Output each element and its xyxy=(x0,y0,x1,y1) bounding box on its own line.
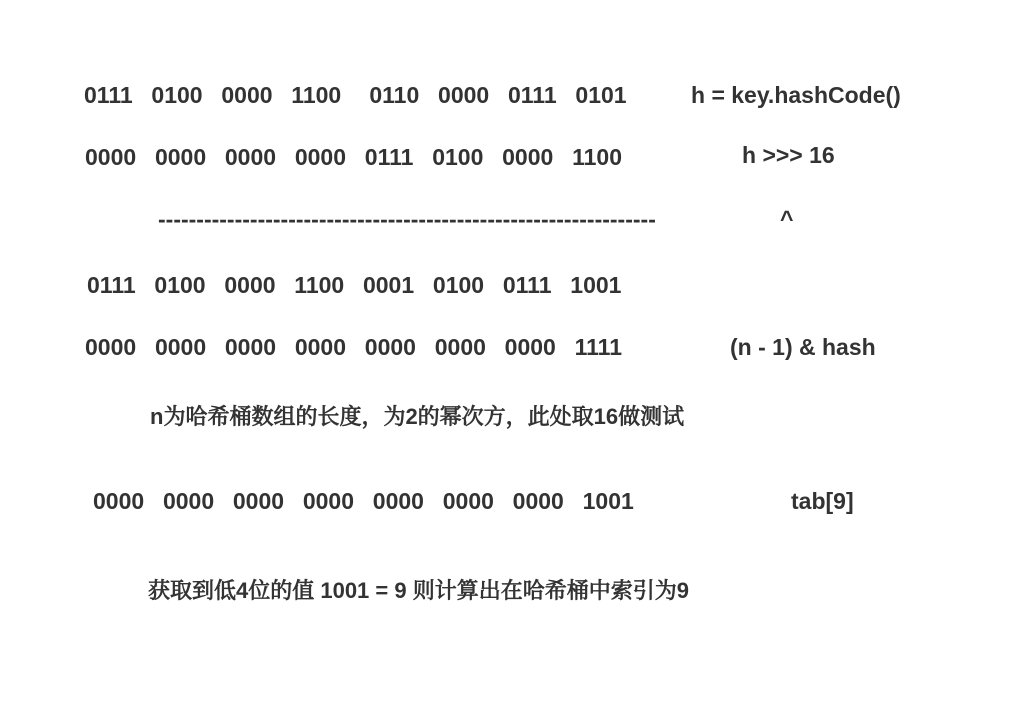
table-index-label: tab[9] xyxy=(791,488,854,514)
hashcode-bits: 0111 0100 0000 1100 0110 0000 0111 0101 xyxy=(84,82,627,108)
xor-operator: ^ xyxy=(780,206,794,232)
hashcode-label: h = key.hashCode() xyxy=(691,82,901,108)
conclusion-text: 获取到低4位的值 1001 = 9 则计算出在哈希桶中索引为9 xyxy=(148,578,689,603)
hash-result-bits: 0111 0100 0000 1100 0001 0100 0111 1001 xyxy=(87,272,622,298)
n-description: n为哈希桶数组的长度，为2的幂次方，此处取16做测试 xyxy=(150,404,685,429)
mask-bits: 0000 0000 0000 0000 0000 0000 0000 1111 xyxy=(85,334,622,360)
shifted-bits: 0000 0000 0000 0000 0111 0100 0000 1100 xyxy=(85,144,622,170)
shift-label: h >>> 16 xyxy=(742,142,835,168)
divider-line: ----------------------------------------------------------------- xyxy=(158,206,656,232)
index-bits: 0000 0000 0000 0000 0000 0000 0000 1001 xyxy=(93,488,634,514)
mask-label: (n - 1) & hash xyxy=(730,334,876,360)
